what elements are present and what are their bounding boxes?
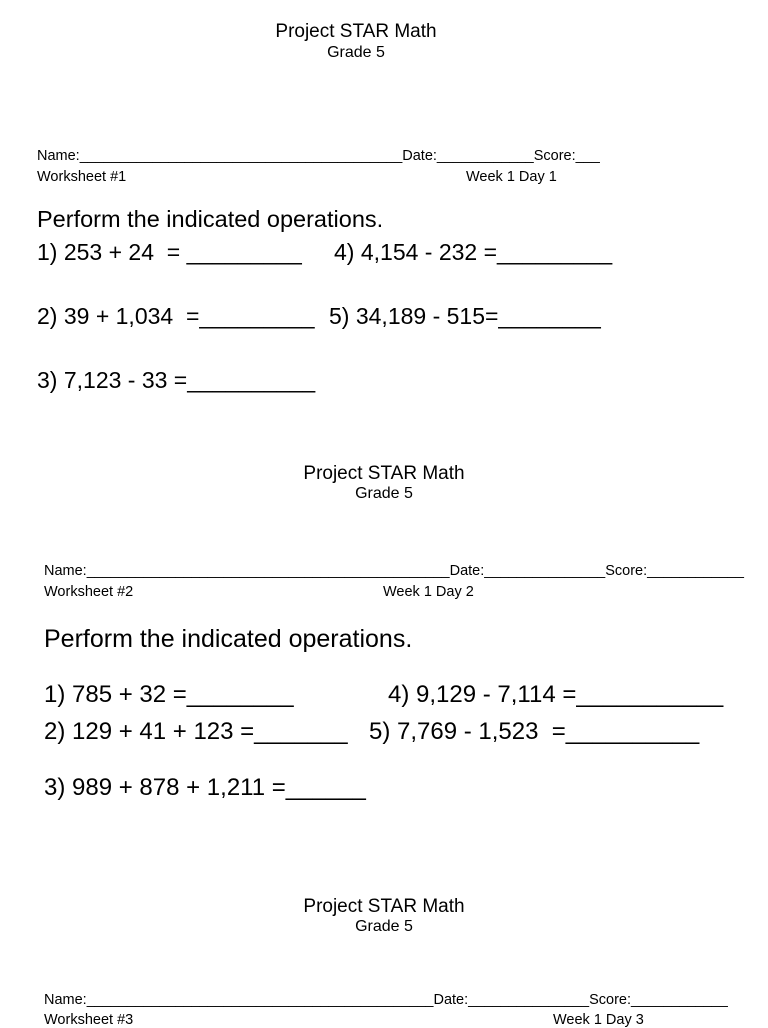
instructions: Perform the indicated operations. xyxy=(44,625,413,653)
problem-2: 2) 39 + 1,034 =_________ xyxy=(37,303,315,329)
worksheet-title: Project STAR Math xyxy=(303,463,465,484)
week-day-label: Week 1 Day 2 xyxy=(383,584,474,600)
instructions: Perform the indicated operations. xyxy=(37,206,384,232)
name-date-score-line: Name:_____________________________________________Date:_______________Score:____________ xyxy=(44,563,744,579)
worksheet-grade: Grade 5 xyxy=(327,44,385,61)
problem-3: 3) 7,123 - 33 =__________ xyxy=(37,367,316,393)
worksheet-title: Project STAR Math xyxy=(303,896,465,917)
week-day-label: Week 1 Day 3 xyxy=(553,1012,644,1028)
problem-1: 1) 785 + 32 =________ xyxy=(44,681,294,708)
problem-5: 5) 7,769 - 1,523 =__________ xyxy=(369,718,700,745)
problem-3: 3) 989 + 878 + 1,211 =______ xyxy=(44,774,366,801)
week-day-label: Week 1 Day 1 xyxy=(466,169,557,185)
worksheet-number: Worksheet #1 xyxy=(37,169,127,185)
worksheet-number: Worksheet #2 xyxy=(44,584,134,600)
worksheet-grade: Grade 5 xyxy=(355,485,413,502)
name-date-score-line: Name:___________________________________________Date:_______________Score:____________ xyxy=(44,992,728,1008)
name-date-score-line: Name:________________________________________Date:____________Score:___ xyxy=(37,148,600,164)
problem-4: 4) 9,129 - 7,114 =___________ xyxy=(388,681,724,708)
worksheet-title: Project STAR Math xyxy=(275,21,437,42)
problem-2: 2) 129 + 41 + 123 =_______ xyxy=(44,718,348,745)
problem-5: 5) 34,189 - 515=________ xyxy=(329,303,601,329)
problem-4: 4) 4,154 - 232 =_________ xyxy=(334,239,613,265)
worksheet-grade: Grade 5 xyxy=(355,918,413,935)
problem-1: 1) 253 + 24 = _________ xyxy=(37,239,302,265)
worksheet-number: Worksheet #3 xyxy=(44,1012,134,1028)
